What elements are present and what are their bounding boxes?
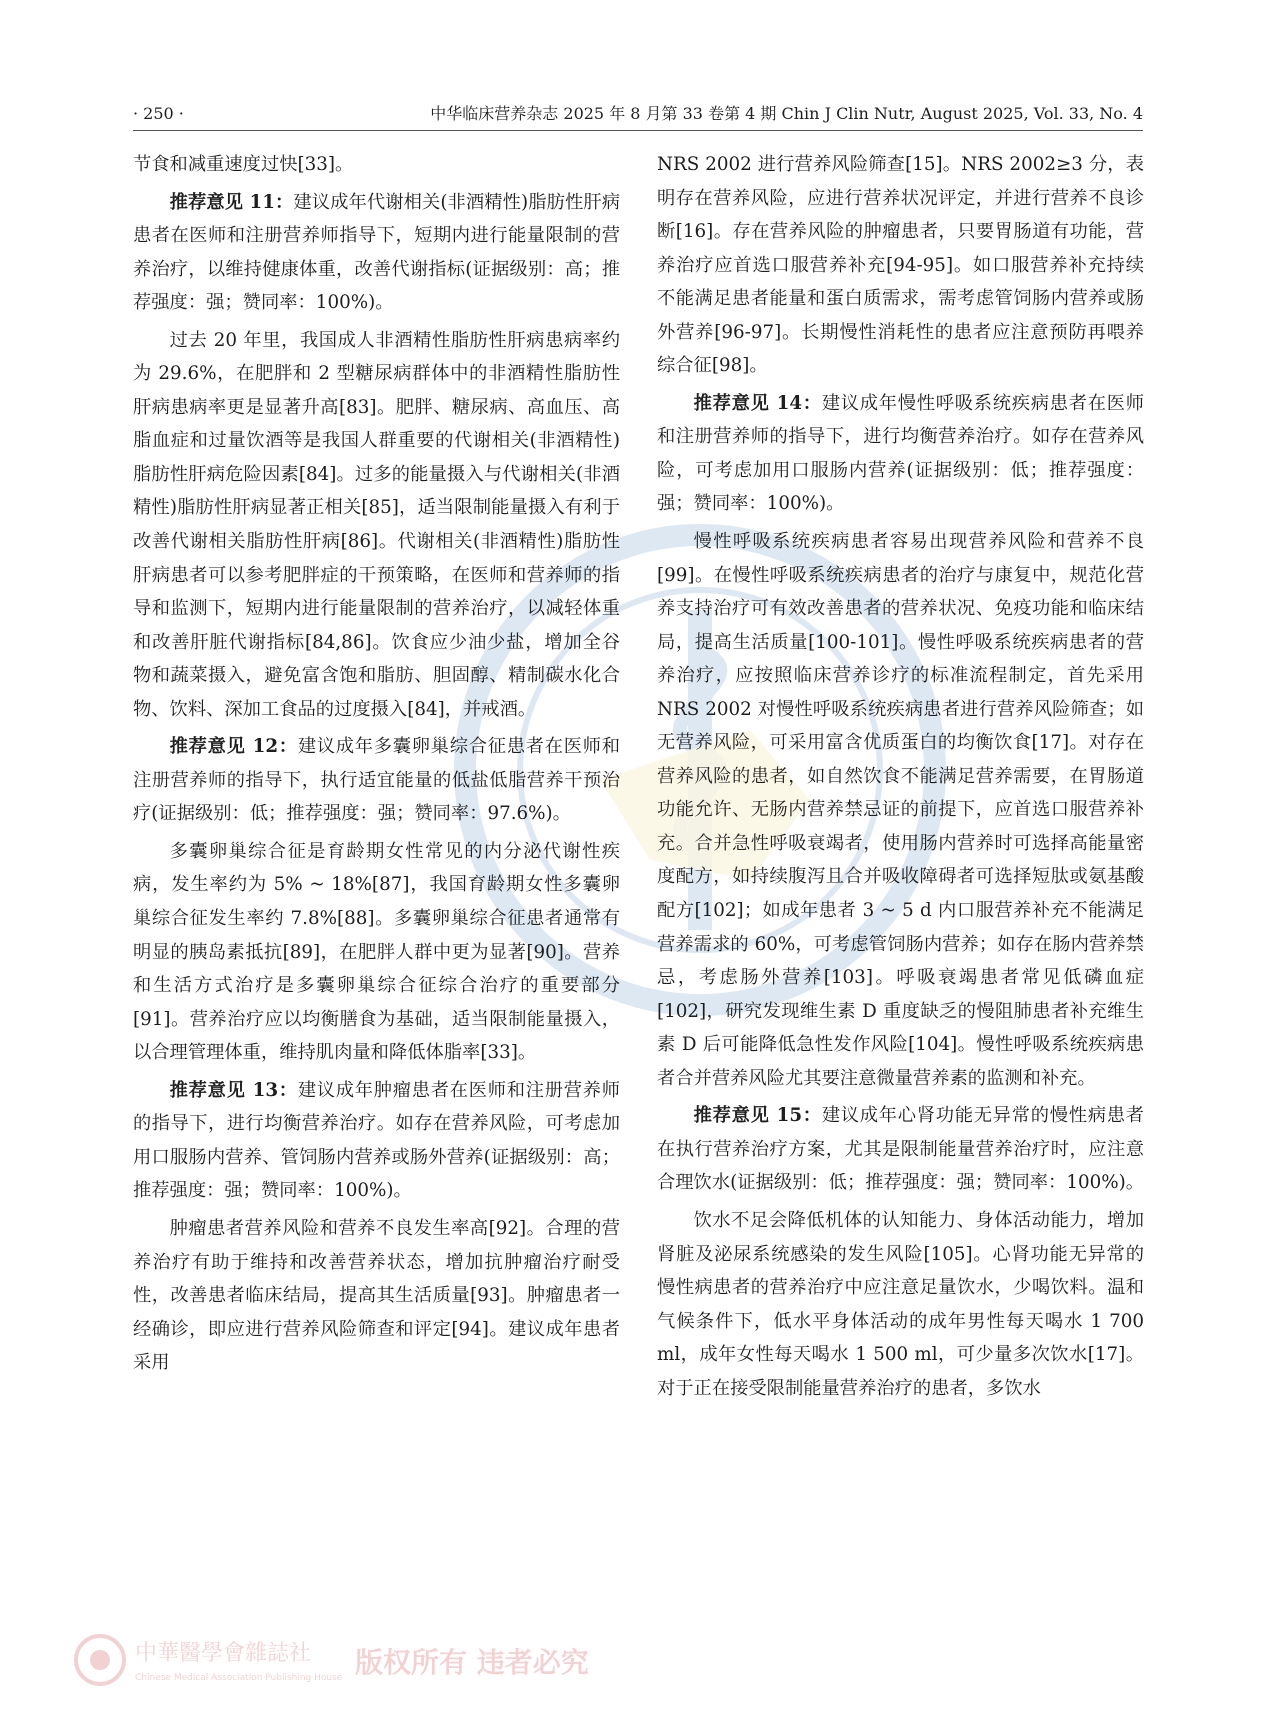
recommendation-13 <box>133 1074 620 1208</box>
running-head: 中华临床营养杂志 2025 年 8 月第 33 卷第 4 期 Chin J Clin Nutr, August 2025, Vol. 33, No. 4 <box>430 104 1143 123</box>
paragraph: 饮水不足会降低机体的认知能力、身体活动能力，增加肾脏及泌尿系统感染的发生风险[105]。心肾功能无异常的慢性病患者的营养治疗中应注意足量饮水，少喝饮料。温和气候条件下，低水平身体活动的成年男性每天喝水 1 700 ml，成年女性每天喝水 1 500 ml，可少量多次饮水[17]。对于正在接受限制能量营养治疗的患者，多饮水 <box>657 1209 1144 1399</box>
recommendation-label: 推荐意见 15： <box>693 1105 822 1127</box>
recommendation-text: 建议成年代谢相关(非酒精性)脂肪性肝病患者在医师和注册营养师指导下，短期内进行能量限制的营养治疗，以维持健康体重，改善代谢指标(证据级别：高；推荐强度：强；赞同率：100%)。 <box>133 191 620 314</box>
recommendation-11 <box>133 186 620 320</box>
publisher-name-en: Chinese Medical Association Publishing House <box>135 1673 343 1683</box>
paragraph: 慢性呼吸系统疾病患者容易出现营养风险和营养不良[99]。在慢性呼吸系统疾病患者的治疗与康复中，规范化营养支持治疗可有效改善患者的营养状况、免疫功能和临床结局，提高生活质量[100-101]。慢性呼吸系统疾病患者的营养治疗，应按照临床营养诊疗的标准流程制定，首先采用 NRS 2002 对慢性呼吸系统疾病患者进行营养风险筛查；如无营养风险，可采用富含优质蛋白的均衡饮食[17]。对存在营养风险的患者，如自然饮食不能满足营养需要，在胃肠道功能允许、无肠内营养禁忌证的前提下，应首选口服营养补充。合并急性呼吸衰竭者，使用肠内营养时可选择高能量密度配方，如持续腹泻且合并吸收障碍者可选择短肽或氨基酸配方[102]；如成年患者 3 ~ 5 d 内口服营养补充不能满足营养需求的 60%，可考虑管饲肠内营养；如存在肠内营养禁忌，考虑肠外营养[103]。呼吸衰竭患者常见低磷血症[102]，研究发现维生素 D 重度缺乏的慢阻肺患者补充维生素 D 后可能降低急性发作风险[104]。慢性呼吸系统疾病患者合并营养风险尤其要注意微量营养素的监测和补充。 <box>657 531 1144 1089</box>
left-column <box>133 148 620 1384</box>
recommendation-label: 推荐意见 14： <box>693 392 822 414</box>
right-column <box>657 148 1144 1409</box>
recommendation-label: 推荐意见 12： <box>169 736 298 758</box>
copyright-slogan: 版权所有 违者必究 <box>355 1646 589 1679</box>
recommendation-text: 建议成年多囊卵巢综合征患者在医师和注册营养师的指导下，执行适宜能量的低盐低脂营养干预治疗(证据级别：低；推荐强度：强；赞同率：97.6%)。 <box>133 736 621 825</box>
page-header <box>133 102 1143 126</box>
paragraph: 肿瘤患者营养风险和营养不良发生率高[92]。合理的营养治疗有助于维持和改善营养状态，增加抗肿瘤治疗耐受性，改善患者临床结局，提高其生活质量[93]。肿瘤患者一经确诊，即应进行营养风险筛查和评定[94]。建议成年患者采用 <box>133 1217 620 1374</box>
recommendation-text: 建议成年心肾功能无异常的慢性病患者在执行营养治疗方案，尤其是限制能量营养治疗时，应注意合理饮水(证据级别：低；推荐强度：强；赞同率：100%)。 <box>657 1105 1145 1194</box>
recommendation-label: 推荐意见 13： <box>169 1079 298 1101</box>
page-number: · 250 · <box>133 104 184 123</box>
publisher-name-cn: 中華醫學會雜誌社 <box>135 1641 312 1666</box>
paragraph: 节食和减重速度过快[33]。 <box>133 154 354 175</box>
recommendation-15 <box>657 1099 1144 1200</box>
recommendation-label: 推荐意见 11： <box>169 191 294 213</box>
paragraph: 多囊卵巢综合征是育龄期女性常见的内分泌代谢性疾病，发生率约为 5% ~ 18%[87]，我国育龄期女性多囊卵巢综合征发生率约 7.8%[88]。多囊卵巢综合征患者通常有明显的胰岛素抵抗[89]，在肥胖人群中更为显著[90]。营养和生活方式治疗是多囊卵巢综合征综合治疗的重要部分[91]。营养治疗应以均衡膳食为基础，适当限制能量摄入，以合理管理体重，维持肌肉量和降低体脂率[33]。 <box>133 840 620 1064</box>
recommendation-text: 建议成年慢性呼吸系统疾病患者在医师和注册营养师的指导下，进行均衡营养治疗。如存在营养风险，可考虑加用口服肠内营养(证据级别：低；推荐强度：强；赞同率：100%)。 <box>657 392 1145 515</box>
publisher-footer-logo <box>70 1630 630 1690</box>
header-rule <box>133 130 1143 131</box>
recommendation-12 <box>133 730 620 831</box>
paragraph: 过去 20 年里，我国成人非酒精性脂肪性肝病患病率约为 29.6%，在肥胖和 2 型糖尿病群体中的非酒精性脂肪性肝病患病率更是显著升高[83]。肥胖、糖尿病、高血压、高脂血症和过量饮酒等是我国人群重要的代谢相关(非酒精性)脂肪性肝病危险因素[84]。过多的能量摄入与代谢相关(非酒精性)脂肪性肝病显著正相关[85]，适当限制能量摄入有利于改善代谢相关脂肪性肝病[86]。代谢相关(非酒精性)脂肪性肝病患者可以参考肥胖症的干预策略，在医师和营养师的指导和监测下，短期内进行能量限制的营养治疗，以减轻体重和改善肝脏代谢指标[84,86]。饮食应少油少盐，增加全谷物和蔬菜摄入，避免富含饱和脂肪、胆固醇、精制碳水化合物、饮料、深加工食品的过度摄入[84]，并戒酒。 <box>133 329 620 720</box>
paragraph: NRS 2002 进行营养风险筛查[15]。NRS 2002≥3 分，表明存在营养风险，应进行营养状况评定，并进行营养不良诊断[16]。存在营养风险的肿瘤患者，只要胃肠道有功能，营养治疗应首选口服营养补充[94-95]。如口服营养补充持续不能满足患者能量和蛋白质需求，需考虑管饲肠内营养或肠外营养[96-97]。长期慢性消耗性的患者应注意预防再喂养综合征[98]。 <box>657 154 1144 377</box>
recommendation-14 <box>657 387 1144 521</box>
recommendation-text: 建议成年肿瘤患者在医师和注册营养师的指导下，进行均衡营养治疗。如存在营养风险，可考虑加用口服肠内营养、管饲肠内营养或肠外营养(证据级别：高；推荐强度：强；赞同率：100%)。 <box>133 1079 621 1202</box>
